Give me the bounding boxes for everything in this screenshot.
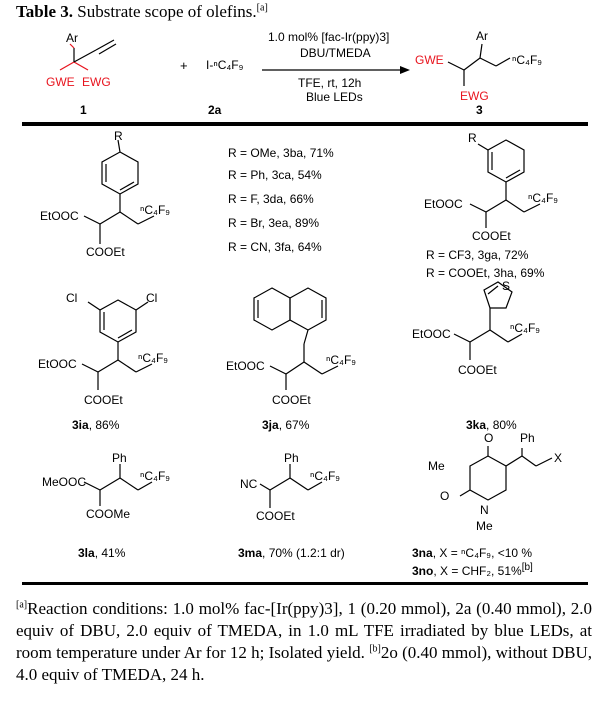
structure-para-aryl: [84, 140, 154, 244]
label-c4f9-3ma: ⁿC₄F₉: [310, 469, 341, 483]
compound-3la: 3la, 41%: [78, 546, 126, 560]
label-me-top: Me: [428, 459, 445, 473]
label-cooet-3ja: COOEt: [272, 393, 311, 407]
compound-3ma: 3ma, 70% (1.2:1 dr): [238, 546, 345, 560]
label-c4f9-3ka: ⁿC₄F₉: [510, 321, 541, 335]
entry-3ga: R = CF3, 3ga, 72%: [426, 248, 529, 262]
footnote-a-text: Reaction conditions: 1.0 mol% fac-[Ir(ppy)3], 1 (0.20 mmol), 2a (0.40 mmol), 2.0 equiv of DBU, 2.0 equiv of TMEDA, in 1.0 mL TFE irradiated by blue LEDs, at room temperature under Ar for 12 h; Isolated yield.: [16, 599, 592, 662]
footnote-a-marker: [a]: [16, 599, 28, 611]
label-ewg-3: EWG: [460, 89, 489, 103]
label-ph-3na: Ph: [520, 431, 535, 445]
label-etooc-3ja: EtOOC: [226, 359, 265, 373]
label-s-3ka: S: [502, 279, 511, 293]
conditions-top-2: DBU/TMEDA: [300, 46, 371, 60]
label-cooet-meta: COOEt: [472, 229, 511, 243]
label-x-3na: X: [554, 451, 563, 465]
table-caption: Substrate scope of olefins.: [73, 2, 257, 21]
structure-3ja: [254, 288, 338, 390]
compound-number-3: 3: [476, 103, 483, 117]
label-gwe-1: GWE: [46, 75, 75, 89]
entry-3fa: R = CN, 3fa, 64%: [228, 240, 322, 254]
structure-3ia: [82, 300, 152, 390]
entry-3ea: R = Br, 3ea, 89%: [228, 216, 320, 230]
label-cl-left: Cl: [66, 291, 78, 305]
conditions-bottom-1: TFE, rt, 12h: [298, 76, 362, 90]
label-meooc-3la: MeOOC: [42, 475, 87, 489]
entry-3ha: R = COOEt, 3ha, 69%: [426, 266, 545, 280]
entry-3da: R = F, 3da, 66%: [228, 192, 314, 206]
conditions-top-1: 1.0 mol% [fac-Ir(ppy)3]: [268, 30, 390, 44]
compound-3na: 3na, X = ⁿC₄F₉, <10 %: [412, 546, 533, 560]
label-n-bottom: N: [480, 503, 489, 517]
compound-number-2a: 2a: [208, 103, 222, 117]
structure-barbiturate: [460, 446, 552, 500]
compound-3ja: 3ja, 67%: [262, 418, 310, 432]
compound-3no: 3no, X = CHF₂, 51%[b]: [412, 562, 533, 578]
product-3-structure: [448, 44, 510, 86]
label-r-meta: R: [468, 131, 477, 145]
label-cooet-para: COOEt: [86, 245, 125, 259]
label-etooc-3ka: EtOOC: [412, 327, 451, 341]
label-coome-3la: COOMe: [86, 507, 131, 521]
entry-3ca: R = Ph, 3ca, 54%: [228, 168, 322, 182]
label-etooc-3ia: EtOOC: [38, 357, 77, 371]
label-c4f9-3: ⁿC₄F₉: [512, 53, 543, 67]
bottom-rule: [22, 582, 588, 585]
compound-3ka: 3ka, 80%: [466, 418, 517, 432]
label-r-para: R: [114, 129, 123, 143]
reagent-2a: I-ⁿC₄F₉: [206, 58, 244, 72]
label-c4f9-3la: ⁿC₄F₉: [140, 469, 171, 483]
label-nc-3ma: NC: [240, 477, 258, 491]
label-etooc-para: EtOOC: [40, 209, 79, 223]
thick-rule: [22, 122, 588, 126]
structure-meta-aryl: [470, 140, 540, 228]
footnote-b-text: 2o (0.40 mmol), without DBU, 4.0 equiv of TMEDA, 24 h.: [16, 643, 592, 684]
footnote: [16, 598, 592, 686]
label-ewg-1: EWG: [82, 75, 111, 89]
label-cooet-3ka: COOEt: [458, 363, 497, 377]
label-c4f9-meta: ⁿC₄F₉: [528, 191, 559, 205]
compound-number-1: 1: [80, 103, 87, 117]
label-ph-3la: Ph: [112, 451, 127, 465]
label-ph-3ma: Ph: [284, 451, 299, 465]
plus-sign: +: [180, 58, 188, 73]
label-cooet-3ma: COOEt: [256, 509, 295, 523]
label-ar-3: Ar: [476, 29, 488, 43]
label-ar-1: Ar: [66, 31, 78, 45]
label-c4f9-3ja: ⁿC₄F₉: [326, 353, 357, 367]
label-c4f9-para: ⁿC₄F₉: [140, 203, 171, 217]
label-gwe-3: GWE: [415, 53, 444, 67]
label-o-top: O: [484, 431, 494, 445]
label-me-bottom: Me: [476, 519, 493, 533]
label-etooc-meta: EtOOC: [424, 197, 463, 211]
footnote-b-marker: [b]: [369, 643, 381, 655]
table-label: Table 3.: [16, 2, 74, 21]
title-note-marker: [a]: [256, 2, 268, 14]
label-c4f9-3ia: ⁿC₄F₉: [138, 351, 169, 365]
label-o-left: O: [440, 489, 450, 503]
entry-3ba: R = OMe, 3ba, 71%: [228, 146, 334, 160]
compound-3ia: 3ia, 86%: [72, 418, 120, 432]
conditions-bottom-2: Blue LEDs: [306, 90, 363, 104]
label-cooet-3ia: COOEt: [84, 393, 123, 407]
label-cl-right: Cl: [146, 291, 158, 305]
